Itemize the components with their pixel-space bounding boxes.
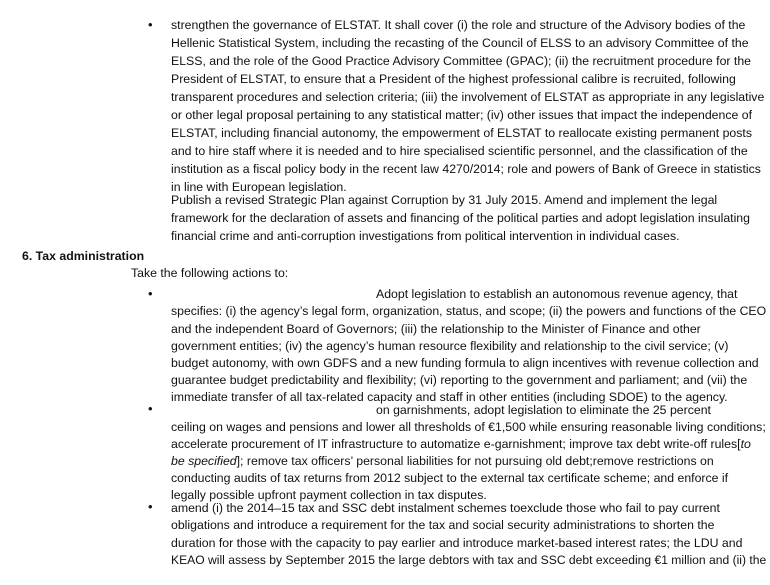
bullet-marker: •: [148, 286, 153, 301]
text-line: ELSS, and the role of the Good Practice Advisory Committee (GPAC); (ii) the recruitment procedure for the: [171, 54, 752, 68]
text-line: in line with European legislation.: [171, 180, 347, 194]
text-line: obligations and introduce a requirement for the tax and social security administrations to shorten the: [171, 518, 715, 532]
text-line: ELSTAT, including financial autonomy, the empowerment of ELSTAT to reallocate existing permanent posts: [171, 126, 752, 140]
italic-text: be specified: [171, 454, 237, 468]
text-line: institution as a fiscal policy body in the recent law 4270/2014; role and powers of Bank of Greece in statistics: [171, 162, 761, 176]
bullet-marker: •: [148, 499, 153, 514]
text-line: or other legal proposal pertaining to any statistical matter; (iv) other issues that impact the independence of: [171, 108, 753, 122]
text-line: Publish a revised Strategic Plan against Corruption by 31 July 2015. Amend and implement the legal: [171, 193, 718, 207]
text-line: and to hire staff where it is needed and to hire specialised scientific personnel, and the classification of the: [171, 144, 748, 158]
text-line: amend (i) the 2014–15 tax and SSC debt instalment schemes toexclude those who fail to pay current: [171, 501, 720, 515]
text-line: immediate transfer of all tax-related capacity and staff in other entities (including SDOE) to the agency.: [171, 390, 728, 404]
text-line: guarantee budget predictability and flexibility; (vi) reporting to the government and parliament; and (vii) the: [171, 373, 748, 387]
bullet-marker: •: [148, 401, 153, 416]
section-intro: Take the following actions to:: [131, 266, 289, 280]
text-span: ]; remove tax officers’ personal liabilities for not pursuing old debt;remove restrictions on: [236, 454, 714, 468]
text-line: Hellenic Statistical System, including the recasting of the Council of ELSS to an advisory Committee of the: [171, 36, 749, 50]
italic-text: to: [740, 437, 751, 451]
text-line: financial crime and anti-corruption investigations from political intervention in individual cases.: [171, 229, 680, 243]
text-line: conducting audits of tax returns from 2012 subject to the external tax certificate scheme; and enforce if: [171, 471, 729, 485]
text-line: [171, 452, 714, 470]
section-heading: 6. Tax administration: [22, 249, 145, 263]
text-line: budget autonomy, with own GDFS and a new funding formula to align incentives with revenue collection and: [171, 356, 759, 370]
bullet-marker: •: [148, 17, 153, 32]
text-line: strengthen the governance of ELSTAT. It shall cover (i) the role and structure of the Advisory bodies of the: [171, 18, 746, 32]
text-line: President of ELSTAT, to ensure that a President of the highest professional calibre is recruited, following: [171, 72, 736, 86]
text-line: government entities; (iv) the agency’s human resource flexibility and relationship to the civil service; (v): [171, 339, 729, 353]
text-line: and the independent Board of Governors; (iii) the relationship to the Minister of Finance and other: [171, 322, 701, 336]
text-line: legally possible upfront payment collection in tax disputes.: [171, 488, 487, 502]
text-line: specifies: (i) the agency’s legal form, organization, status, and scope; (ii) the powers and functions of the CEO: [171, 304, 767, 318]
text-line: ceiling on wages and pensions and lower all thresholds of €1,500 while ensuring reasonable living conditions;: [171, 420, 766, 434]
text-line: [171, 435, 751, 453]
text-span: accelerate procurement of IT infrastructure to automatize e-garnishment; improve tax debt write-off rules[: [171, 437, 741, 451]
text-line: Adopt legislation to establish an autonomous revenue agency, that: [376, 287, 738, 301]
text-line: duration for those with the capacity to pay earlier and introduce market-based interest rates; the LDU and: [171, 536, 743, 550]
text-line: on garnishments, adopt legislation to eliminate the 25 percent: [376, 403, 711, 417]
text-line: transparent procedures and selection criteria; (iii) the involvement of ELSTAT as appropriate in any legislative: [171, 90, 765, 104]
text-line: KEAO will assess by September 2015 the large debtors with tax and SSC debt exceeding €1 million and (ii) the: [171, 553, 767, 567]
text-line: framework for the declaration of assets and financing of the political parties and adopt legislation insulating: [171, 211, 750, 225]
